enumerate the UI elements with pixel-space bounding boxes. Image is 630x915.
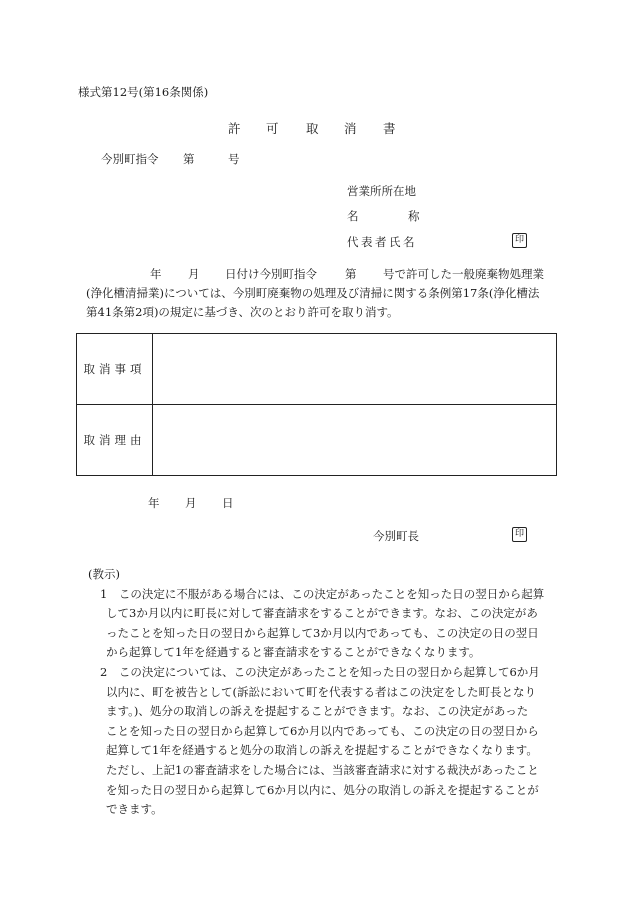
- business-address-label: 営業所所在地: [347, 184, 416, 198]
- body-line-2: (浄化槽清掃業)については、今別町廃棄物の処理及び清掃に関する条例第17条(浄化槽法: [86, 286, 540, 300]
- issue-year: 年: [148, 496, 160, 510]
- permit-dai: 第: [183, 152, 195, 166]
- cancellation-matter-value: [153, 334, 557, 405]
- body-month: 月: [188, 267, 200, 281]
- representative-label: 代表者氏名: [347, 235, 417, 249]
- body-text: [86, 265, 566, 322]
- form-number: 様式第12号(第16条関係): [78, 85, 209, 99]
- title-char: 取: [306, 121, 319, 136]
- mayor-title: 今別町長: [373, 529, 419, 543]
- body-date-ref: 日付け今別町指令: [225, 267, 317, 281]
- title-char: 許: [228, 121, 241, 136]
- notes-line: ったことを知った日の翌日から起算して3か月以内であっても、この決定の日の翌日: [106, 625, 539, 640]
- business-name-label-1: 名: [347, 209, 359, 223]
- body-rest: 号で許可した一般廃棄物処理業: [383, 267, 544, 281]
- document-title: [228, 119, 396, 137]
- body-line-1: [86, 265, 566, 284]
- notes-line: から起算して1年を経過すると審査請求をすることができなくなります。: [106, 645, 481, 660]
- cancellation-reason-value: [153, 405, 557, 476]
- permit-number: [101, 151, 240, 167]
- notes-line: して3か月以内に町長に対して審査請求をすることができます。なお、この決定があ: [106, 606, 538, 621]
- business-name-label-2: 称: [408, 209, 420, 223]
- notes-line: を知った日の翌日から起算して6か月以内に、処分の取消しの訴えを提起することが: [106, 782, 539, 797]
- notes-line: 1 この決定に不服がある場合には、この決定があったことを知った日の翌日から起算: [100, 586, 545, 601]
- notes-line: 以内に、町を被告として(訴訟において町を代表する者はこの決定をした町長となり: [106, 684, 536, 699]
- notes-section: [88, 565, 544, 820]
- permit-go: 号: [228, 152, 240, 166]
- table-row: [77, 334, 557, 405]
- cancellation-matter-label: 取消事項: [77, 334, 153, 405]
- body-year: 年: [150, 267, 162, 281]
- notes-line: 起算して1年を経過すると処分の取消しの訴えを提起することができなくなります。: [106, 743, 538, 758]
- notes-heading: (教示): [88, 567, 120, 581]
- mayor-seal-stamp: 印: [512, 527, 527, 542]
- issue-date: [148, 495, 234, 511]
- permit-prefix: 今別町指令: [101, 152, 159, 166]
- table-row: [77, 405, 557, 476]
- body-dai: 第: [345, 267, 357, 281]
- notes-line: できます。: [106, 802, 163, 817]
- seal-stamp: 印: [512, 233, 527, 248]
- title-char: 消: [344, 121, 357, 136]
- notes-line: ことを知った日の翌日から起算して6か月以内であっても、この決定の日の翌日から: [106, 723, 539, 738]
- issue-month: 月: [185, 496, 197, 510]
- notes-line: ます。)、処分の取消しの訴えを提起することができます。なお、この決定があった: [106, 704, 529, 719]
- body-line-3: 第41条第2項)の規定に基づき、次のとおり許可を取り消す。: [86, 305, 399, 319]
- issue-day: 日: [222, 496, 234, 510]
- notes-line: 2 この決定については、この決定があったことを知った日の翌日から起算して6か月: [100, 664, 540, 679]
- cancellation-table: [76, 333, 557, 476]
- notes-line: ただし、上記1の審査請求をした場合には、当該審査請求に対する裁決があったこと: [106, 762, 539, 777]
- title-char: 可: [266, 121, 279, 136]
- title-char: 書: [383, 121, 396, 136]
- cancellation-reason-label: 取消理由: [77, 405, 153, 476]
